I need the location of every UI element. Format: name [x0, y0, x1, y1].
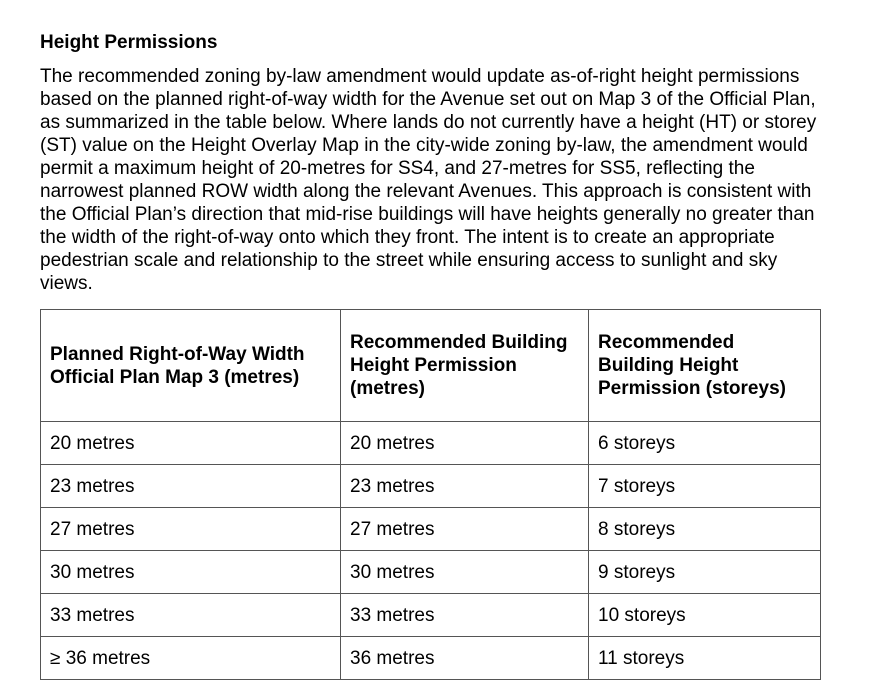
table-row	[41, 594, 821, 637]
cell-height-metres: 23 metres	[341, 465, 589, 508]
cell-height-metres: 30 metres	[341, 551, 589, 594]
cell-row-width: 30 metres	[41, 551, 341, 594]
table-row	[41, 465, 821, 508]
cell-row-width: 27 metres	[41, 508, 341, 551]
cell-height-storeys: 7 storeys	[589, 465, 821, 508]
height-permissions-table	[40, 309, 821, 680]
table-row	[41, 637, 821, 680]
table-row	[41, 508, 821, 551]
table-header-row	[41, 310, 821, 422]
cell-row-width: 23 metres	[41, 465, 341, 508]
cell-row-width: ≥ 36 metres	[41, 637, 341, 680]
table-row	[41, 551, 821, 594]
table-row	[41, 422, 821, 465]
header-row-width: Planned Right-of-Way Width Official Plan Map 3 (metres)	[41, 310, 341, 422]
cell-height-metres: 20 metres	[341, 422, 589, 465]
cell-height-metres: 36 metres	[341, 637, 589, 680]
section-heading: Height Permissions	[40, 32, 218, 53]
cell-height-storeys: 11 storeys	[589, 637, 821, 680]
header-height-metres: Recommended Building Height Permission (metres)	[341, 310, 589, 422]
cell-height-metres: 33 metres	[341, 594, 589, 637]
cell-height-storeys: 8 storeys	[589, 508, 821, 551]
cell-height-storeys: 10 storeys	[589, 594, 821, 637]
header-height-storeys: Recommended Building Height Permission (storeys)	[589, 310, 821, 422]
cell-height-storeys: 9 storeys	[589, 551, 821, 594]
cell-height-storeys: 6 storeys	[589, 422, 821, 465]
cell-row-width: 33 metres	[41, 594, 341, 637]
section-paragraph: The recommended zoning by-law amendment would update as-of-right height permissions based on the planned right-of-way width for the Avenue set out on Map 3 of the Official Plan, as summarized in the table below. Where lands do not currently have a height (HT) or storey (ST) value on the Height Overlay Map in the city-wide zoning by-law, the amendment would permit a maximum height of 20-metres for SS4, and 27-metres for SS5, reflecting the narrowest planned ROW width along the relevant Avenues. This approach is consistent with the Official Plan’s direction that mid-rise buildings will have heights generally no greater than the width of the right-of-way onto which they front. The intent is to create an appropriate pedestrian scale and relationship to the street while ensuring access to sunlight and sky views.	[40, 66, 817, 294]
cell-height-metres: 27 metres	[341, 508, 589, 551]
cell-row-width: 20 metres	[41, 422, 341, 465]
